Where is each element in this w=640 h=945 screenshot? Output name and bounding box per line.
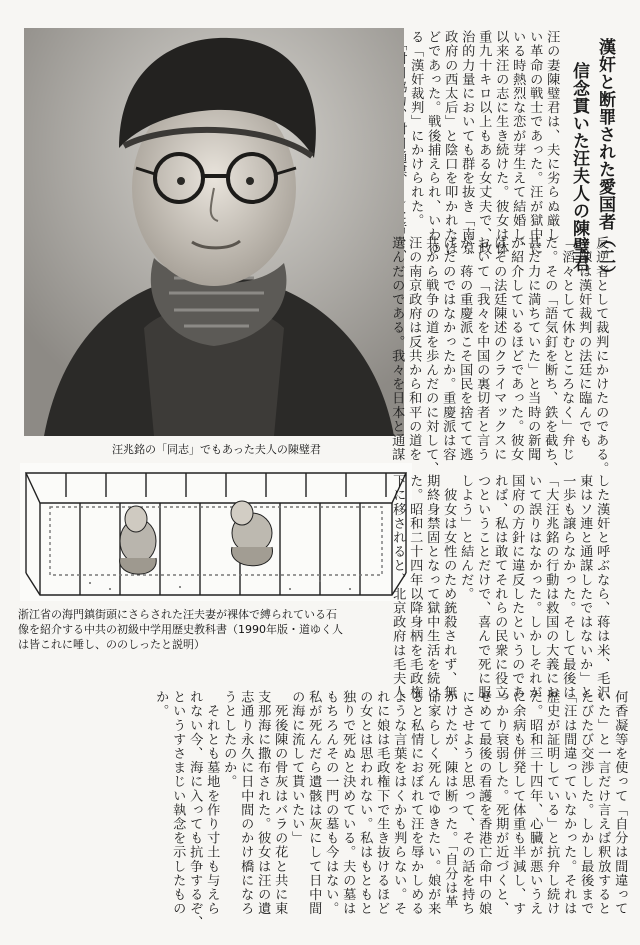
body-column: 死後陳の骨灰はバラの花と共に東 <box>272 690 288 916</box>
body-column: 歴史が証明している」と抗弁し続け <box>544 690 560 916</box>
body-column: た。昭和二十四年以降身柄を毛政権 <box>407 474 423 700</box>
body-column: つということだけで、喜んで死に服 <box>475 474 491 700</box>
body-column: うとしたのか。 <box>221 690 237 789</box>
body-column: おいて「我々を中国の裏切者と言う <box>474 236 490 462</box>
body-column: げたのではなかったか。重慶派は容 <box>440 236 456 462</box>
statue-figure <box>120 506 157 574</box>
body-column: いる時熱烈な恋が芽生えて結婚し、 <box>510 30 526 256</box>
body-column: っかり衰弱した。死期が近づくと、 <box>493 690 509 916</box>
body-column: 治的力量においても群を抜き「南京 <box>459 30 475 256</box>
body-column: それとも墓地を作り寸土も与えら <box>204 690 220 916</box>
illustration-caption-line: 浙江省の海門鎮街頭にさらされた汪夫妻が裸体で縛られている石 <box>18 608 337 621</box>
textbook-illustration <box>20 463 412 601</box>
portrait-photo <box>24 28 404 436</box>
article-title-line1: 漢奸と断罪された愛国者（二） <box>595 38 615 283</box>
body-column: の女とは思われない。私はもともと <box>357 690 373 916</box>
body-column: はその法廷陳述のクライマックスに <box>491 236 507 462</box>
body-column: た。その「語気釘を断ち、鉄を截ち、 <box>542 236 558 476</box>
body-column: 国府の方針に違反したというのであ <box>509 474 525 700</box>
body-column: 私が死んだら遺骸は灰にして日中間 <box>306 690 322 916</box>
body-column: に余病も併発して体重も半減し、す <box>510 690 526 916</box>
body-column: が紹介しているほどであった。彼女 <box>508 236 524 462</box>
body-column: い革命の戦士であった。汪が獄中に <box>527 30 543 256</box>
body-column: というすさまじい執念を示したもの <box>170 690 186 916</box>
body-column: いて誤りはなかった。しかしそれが <box>526 474 542 700</box>
illustration-caption-line: は皆これに唾し、ののしったと説明） <box>18 638 205 651</box>
body-column: 反逆者として裁判にかけたのである。 <box>593 236 609 476</box>
body-column: の海に流して貰いたい」 <box>289 690 305 846</box>
body-column: にさせようと思って、その話を持ち <box>459 690 475 916</box>
body-column: 下に移されると、北京政府は毛夫人 <box>390 474 406 700</box>
body-column: が、蒋の重慶派こそ国民を捨てて逃 <box>457 236 473 462</box>
body-column: どであった。戦後捕えられ、いわゆ <box>425 30 441 256</box>
body-column: 政府の西太后」と陰口を叩かれたほ <box>442 30 458 256</box>
body-column: 命家らしく死んでゆきたい。娘が来 <box>425 690 441 916</box>
body-column: 支那海に撒布された。彼女は汪の遺 <box>255 690 271 916</box>
body-column: 独りで死ぬと決めている。夫の墓は <box>340 690 356 916</box>
body-column: 「汪は間違っていなかった。それは <box>561 690 577 916</box>
illustration-caption-line: 像を紹介する中共の初級中学用歴史教科書（1990年版・道ゆく人 <box>18 623 343 636</box>
body-column: した漢奸と呼ぶなら、蒋は米、毛沢 <box>594 474 610 700</box>
body-column: 「滔々として休むところなく」弁じ <box>559 236 575 462</box>
body-column: 「大汪兆銘の行動は救国の大義にお <box>543 474 559 700</box>
body-column: せめて最後の看護を香港亡命中の娘 <box>476 690 492 916</box>
body-column: 以来汪の志に生き続けた。彼女は体 <box>493 30 509 256</box>
body-column: 志通り永久に日中間のかけ橋になろ <box>238 690 254 916</box>
body-column: れない今、海に入っても抗争するぞ、 <box>187 690 203 930</box>
body-column: かけたが、陳は断った。「自分は革 <box>442 690 458 909</box>
body-column: ると私情におぼれて汪を辱かしめる <box>408 690 424 916</box>
body-column: たびたび交渉した。しかし最後まで <box>578 690 594 916</box>
body-column: れに娘は毛政権下で生き抜けるほど <box>374 690 390 916</box>
body-column: 選んだのである。我々を日本と通謀 <box>389 236 405 462</box>
body-column: る「漢奸裁判」にかけられた。 <box>408 30 424 228</box>
photo-caption: 汪兆銘の「同志」でもあった夫人の陳璧君 <box>112 443 321 456</box>
illustration-caption <box>18 607 418 652</box>
body-column: 東はソ連と通謀したではないか」と <box>577 474 593 700</box>
body-column: 陳は漢奸裁判の法廷に臨んでも <box>576 236 592 448</box>
body-column: 汪の南京政府は反共から和平の道を <box>406 236 422 462</box>
body-column: 一歩も譲らなかった。そして最後は <box>560 474 576 700</box>
body-column: 甚だ力に満ちていた」と当時の新聞 <box>525 236 541 462</box>
body-column: ような言葉をはくかも判らない。そ <box>391 690 407 916</box>
body-column: 何香凝等を使って「自分は間違って <box>612 690 628 916</box>
body-column: 共から戦争の道を歩んだのに対して、 <box>423 236 439 476</box>
body-column: 重九十キロ以上もある女丈夫で、政 <box>476 30 492 256</box>
body-column: いた」と一言だけ言えば釈放すると <box>595 690 611 916</box>
body-column: しよう」と結んだ。 <box>458 474 474 601</box>
body-column: 汪の妻陳璧君は、夫に劣らぬ厳し <box>544 30 560 242</box>
body-column: れば、私は敢てそれらの民衆に役立 <box>492 474 508 700</box>
body-column: か。 <box>153 690 169 719</box>
article-title-line2: 信念貫いた汪夫人の陳璧君 <box>569 62 589 272</box>
portrait-illustration <box>24 28 404 436</box>
body-column: 期終身禁固となって獄中生活を続け <box>424 474 440 700</box>
body-column: 彼女は女性のため銃殺されず、無 <box>441 474 457 700</box>
statue-cage-drawing <box>20 463 412 601</box>
statue-figure <box>231 501 272 566</box>
body-column: た。昭和三十四年、心臓が悪いうえ <box>527 690 543 916</box>
body-column: もちろんその一門の墓も今はない。 <box>323 690 339 916</box>
